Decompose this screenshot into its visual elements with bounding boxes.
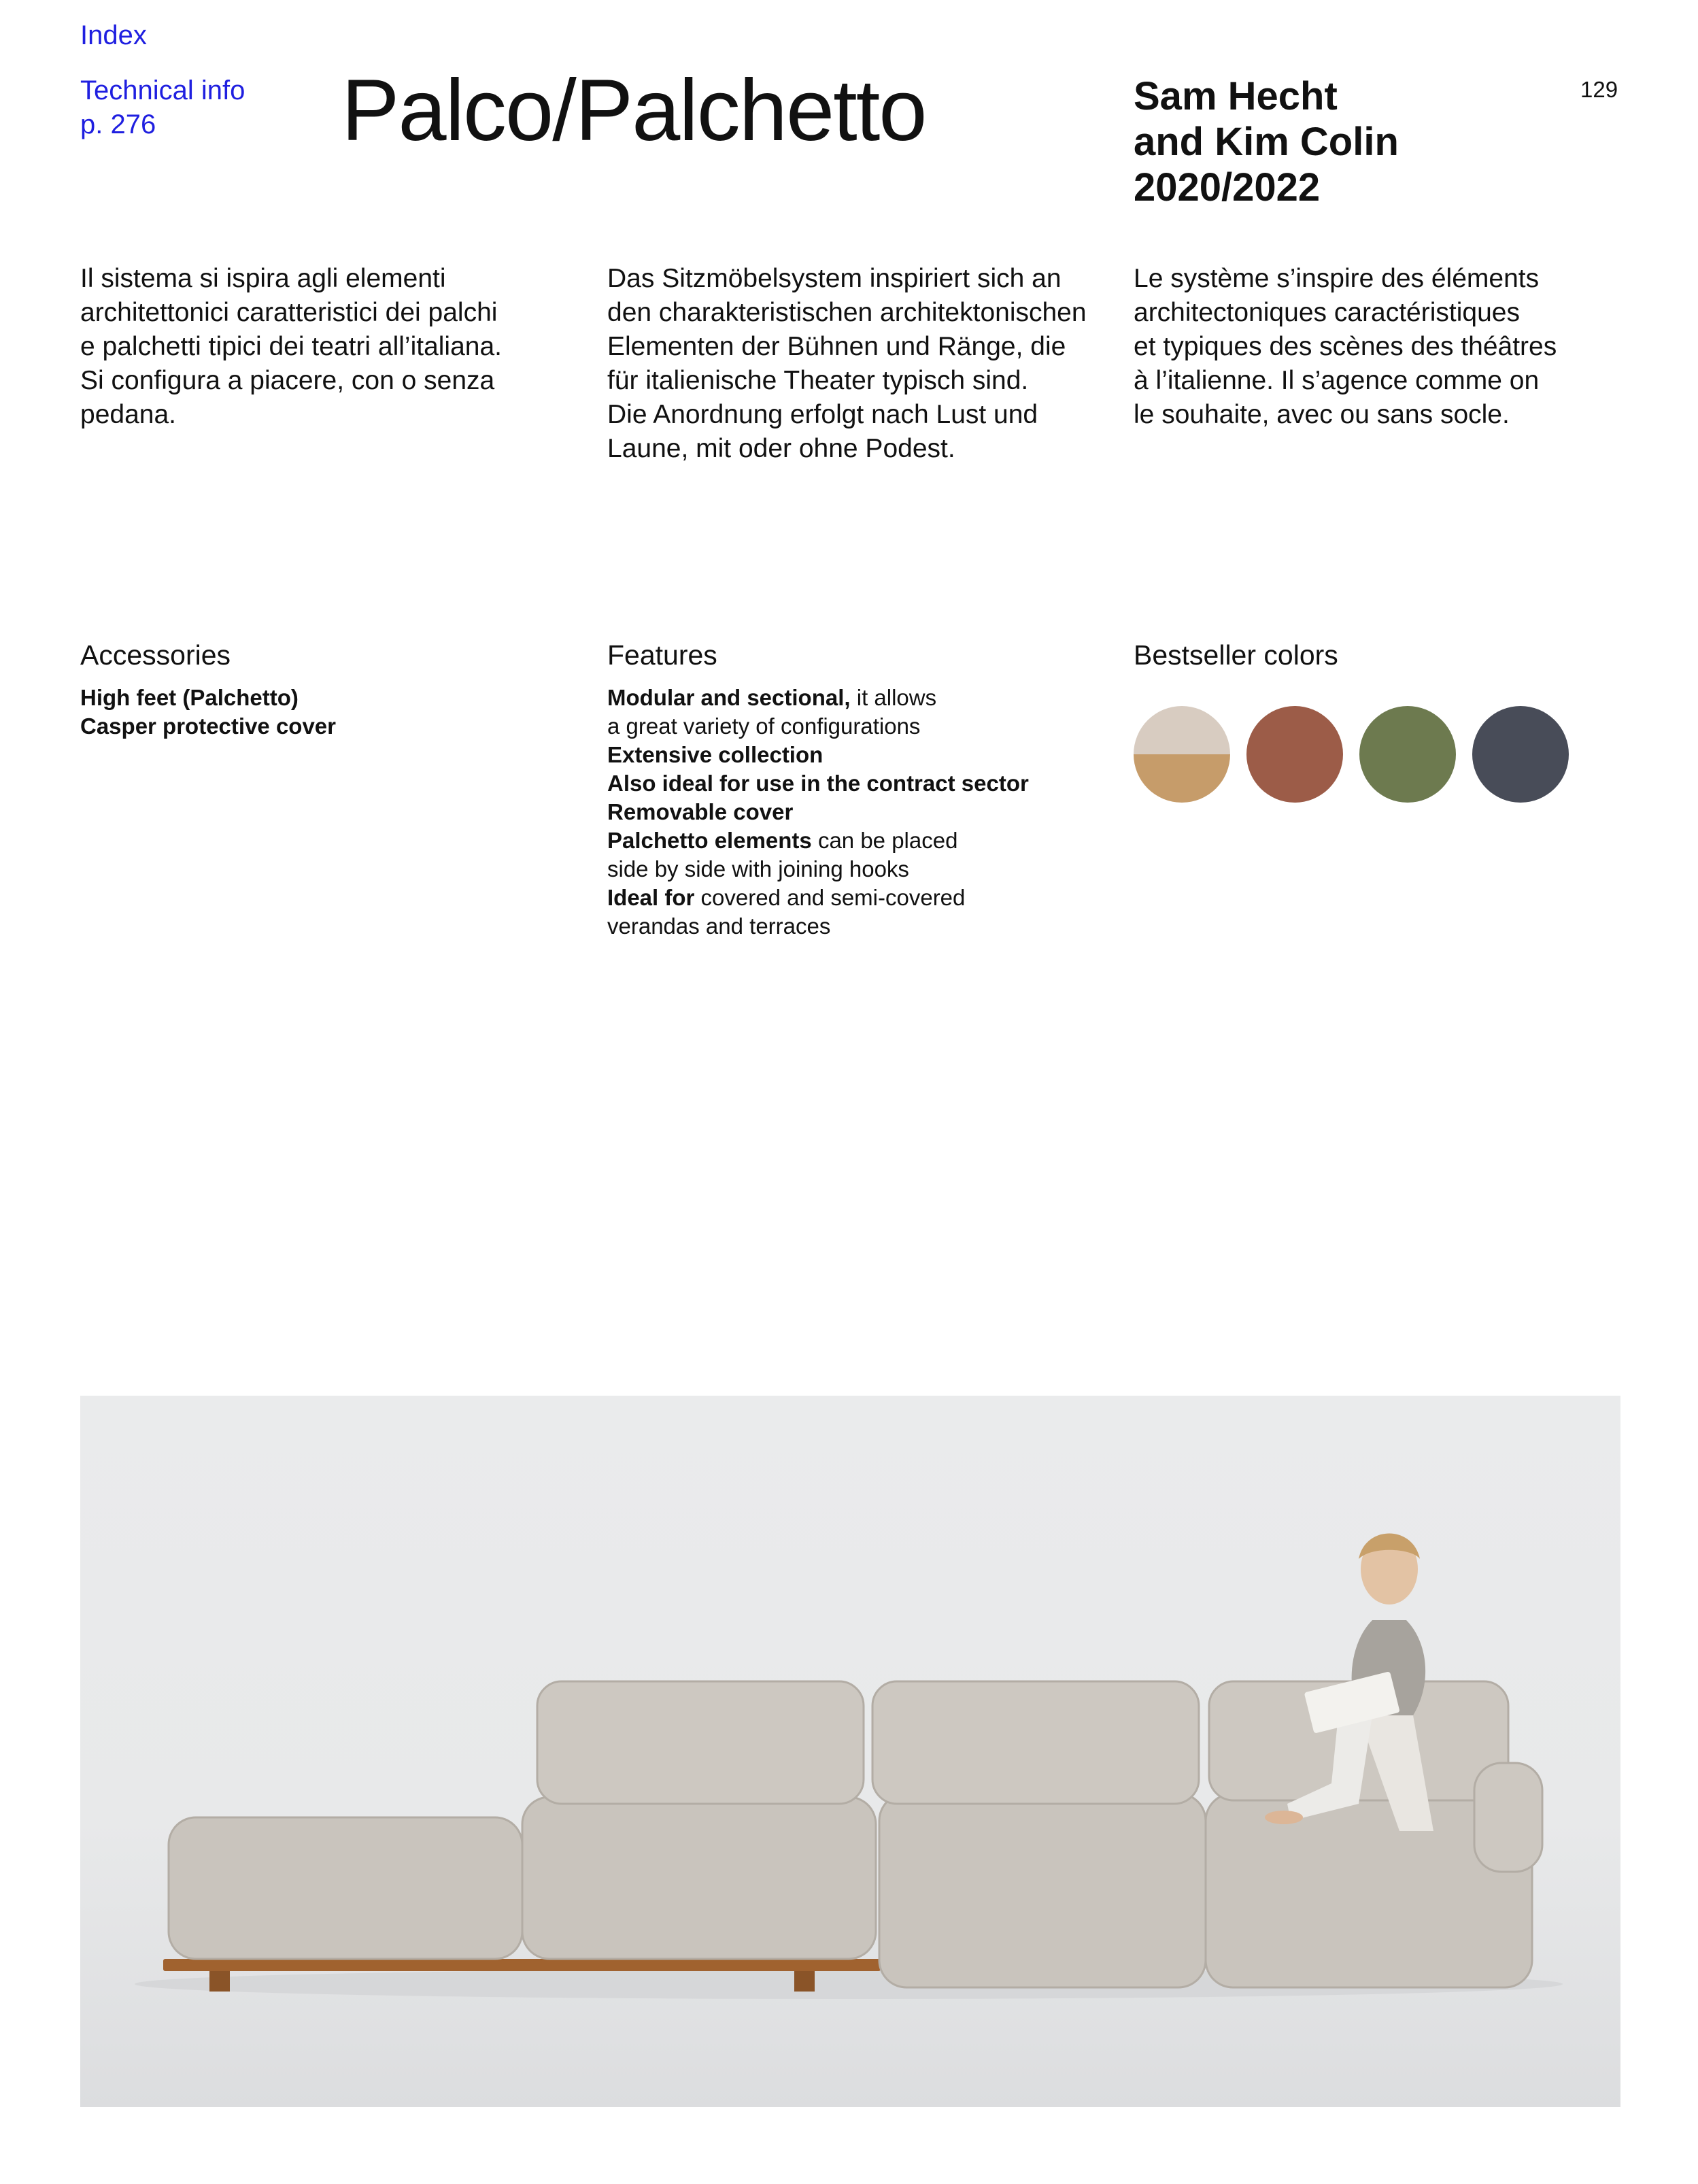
intro-line: Il sistema si ispira agli elementi — [80, 264, 446, 293]
features-list — [607, 684, 1110, 941]
feature-text: side by side with joining hooks — [607, 856, 909, 881]
accessories-heading: Accessories — [80, 639, 231, 671]
page-number: 129 — [1580, 77, 1618, 102]
sofa-illustration — [80, 1396, 1620, 2107]
feature-item — [607, 798, 1110, 826]
feature-item — [607, 684, 1110, 712]
accessories-list — [80, 684, 336, 741]
feature-bold: Modular and sectional, — [607, 685, 851, 710]
intro-line: den charakteristischen architektonischen — [607, 298, 1087, 327]
intro-line: Le système s’inspire des éléments — [1134, 264, 1540, 293]
seat-module — [522, 1797, 876, 1959]
seat-module — [169, 1817, 522, 1959]
sofa-seats — [169, 1794, 1532, 1987]
intro-line: Elementen der Bühnen und Ränge, die — [607, 332, 1066, 361]
beige-tan-swatch — [1134, 706, 1230, 803]
feature-text: can be placed — [811, 828, 958, 853]
intro-line: für italienische Theater typisch sind. — [607, 366, 1029, 395]
feature-text: it allows — [850, 685, 937, 710]
intro-line: Die Anordnung erfolgt nach Lust und — [607, 400, 1038, 429]
technical-info-page[interactable]: p. 276 — [80, 110, 156, 139]
feature-text: verandas and terraces — [607, 913, 831, 939]
olive-green-swatch — [1359, 706, 1456, 803]
intro-line: e palchetti tipici dei teatri all’italiana. — [80, 332, 503, 361]
technical-info-link[interactable] — [80, 73, 245, 141]
intro-line: architectoniques caractéristiques — [1134, 298, 1520, 327]
intro-line: Si configura a piacere, con o senza — [80, 366, 495, 395]
feature-bold: Extensive collection — [607, 742, 823, 767]
feature-bold: Also ideal for use in the contract sector — [607, 771, 1029, 796]
intro-italian — [80, 262, 549, 432]
intro-line: le souhaite, avec ou sans socle. — [1134, 400, 1510, 429]
terracotta-swatch — [1246, 706, 1343, 803]
intro-line: Das Sitzmöbelsystem inspiriert sich an — [607, 264, 1062, 293]
intro-line: à l’italienne. Il s’agence comme on — [1134, 366, 1540, 395]
feature-item — [607, 884, 1110, 912]
bestseller-colors-heading: Bestseller colors — [1134, 639, 1338, 671]
product-photo — [80, 1396, 1620, 2107]
feature-item — [607, 826, 1110, 855]
feature-bold: Palchetto elements — [607, 828, 812, 853]
intro-line: architettonici caratteristici dei palchi — [80, 298, 498, 327]
intro-line: pedana. — [80, 400, 176, 429]
backrest — [537, 1681, 864, 1804]
slate-grey-swatch — [1472, 706, 1569, 803]
seat-module — [879, 1794, 1206, 1987]
intro-german — [607, 262, 1110, 466]
feature-bold: Ideal for — [607, 885, 695, 910]
intro-french — [1134, 262, 1603, 432]
accessory-item: Casper protective cover — [80, 713, 337, 739]
design-years: 2020/2022 — [1134, 165, 1321, 209]
feature-text: covered and semi-covered — [694, 885, 966, 910]
feature-text: a great variety of configurations — [607, 713, 921, 739]
feature-item — [607, 769, 1110, 798]
designer-name-2: and Kim Colin — [1134, 120, 1399, 164]
page-title: Palco/Palchetto — [341, 62, 926, 159]
feature-item — [607, 741, 1110, 769]
index-link[interactable]: Index — [80, 20, 147, 50]
intro-line: et typiques des scènes des théâtres — [1134, 332, 1557, 361]
feature-bold: Removable cover — [607, 799, 794, 824]
designer-credit — [1134, 73, 1399, 210]
features-heading: Features — [607, 639, 717, 671]
armrest — [1474, 1763, 1542, 1872]
designer-name-1: Sam Hecht — [1134, 74, 1338, 118]
accessory-item: High feet (Palchetto) — [80, 685, 299, 710]
backrest — [872, 1681, 1199, 1804]
technical-info-label[interactable]: Technical info — [80, 75, 245, 105]
intro-line: Laune, mit oder ohne Podest. — [607, 434, 955, 463]
